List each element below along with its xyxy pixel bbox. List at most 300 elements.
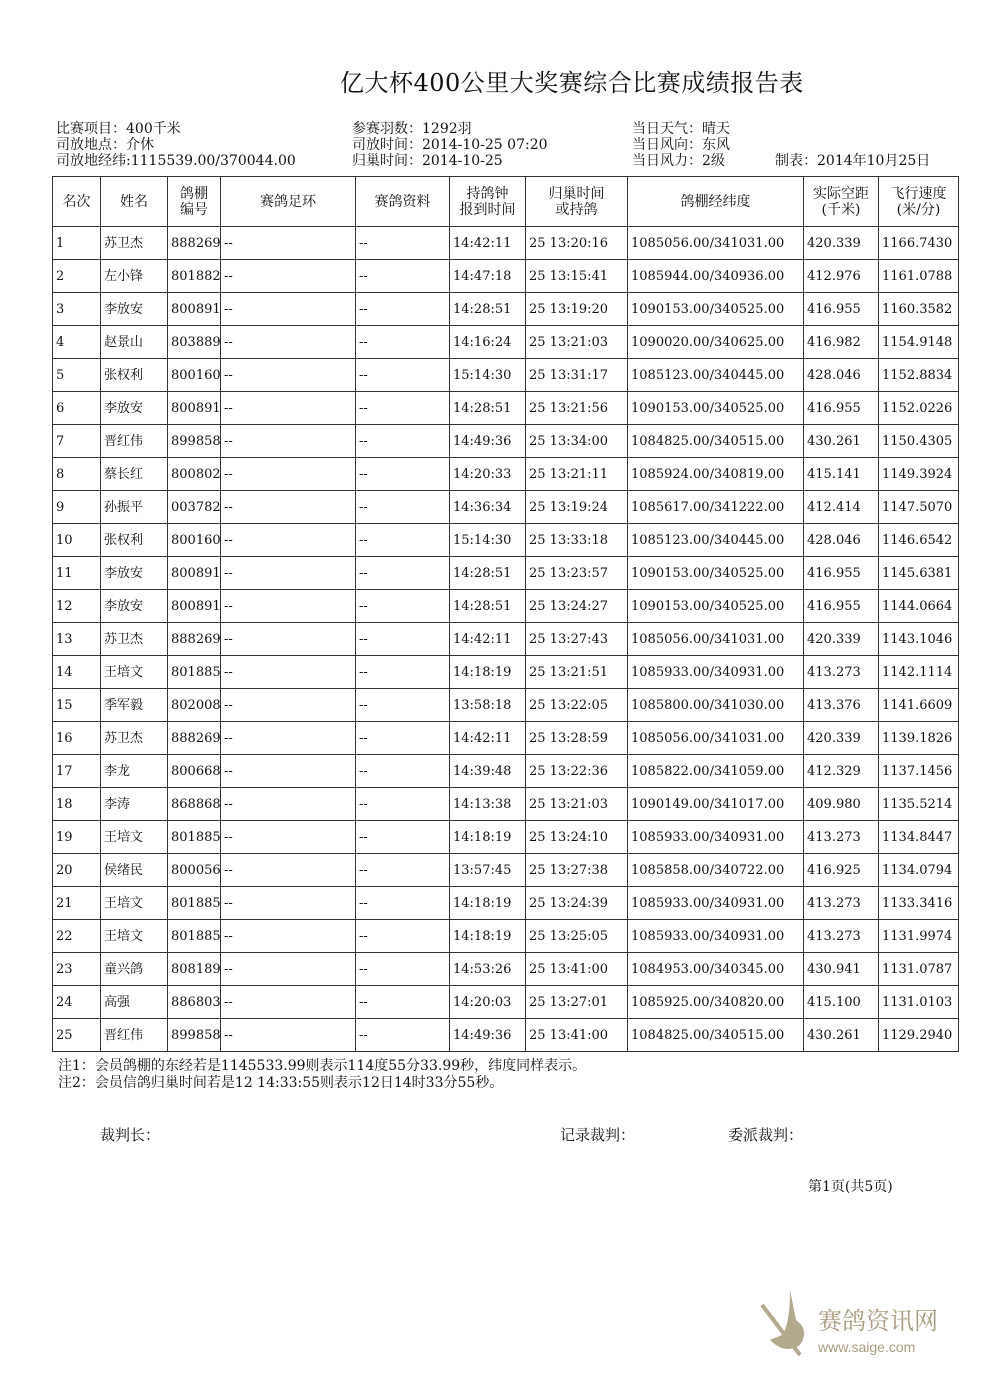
cell-distance: 430.261 — [804, 425, 879, 458]
cell-loft-coords: 1085056.00/341031.00 — [628, 227, 804, 260]
recorder-judge-label: 记录裁判： — [560, 1126, 636, 1144]
cell-info: -- — [356, 359, 450, 392]
cell-rank: 8 — [53, 458, 101, 491]
delegate-judge-label: 委派裁判： — [728, 1126, 804, 1144]
cell-loft-id: 800891 — [168, 590, 221, 623]
cell-ring: -- — [221, 524, 356, 557]
cell-distance: 409.980 — [804, 788, 879, 821]
cell-loft-id: 800668 — [168, 755, 221, 788]
cell-clock-time: 14:42:11 — [450, 623, 526, 656]
cell-ring: -- — [221, 392, 356, 425]
cell-name: 侯绪民 — [101, 854, 168, 887]
cell-name: 李放安 — [101, 293, 168, 326]
watermark-logo — [760, 1285, 970, 1365]
cell-arrival-time: 25 13:20:16 — [526, 227, 628, 260]
cell-loft-coords: 1085933.00/340931.00 — [628, 656, 804, 689]
table-row — [53, 260, 959, 293]
table-row — [53, 590, 959, 623]
cell-speed: 1147.5070 — [879, 491, 959, 524]
cell-speed: 1145.6381 — [879, 557, 959, 590]
cell-info: -- — [356, 920, 450, 953]
cell-name: 王培文 — [101, 887, 168, 920]
column-header: 赛鸽足环 — [221, 177, 356, 227]
cell-arrival-time: 25 13:21:51 — [526, 656, 628, 689]
cell-clock-time: 14:28:51 — [450, 293, 526, 326]
cell-loft-id: 801885 — [168, 821, 221, 854]
cell-rank: 12 — [53, 590, 101, 623]
cell-rank: 9 — [53, 491, 101, 524]
cell-rank: 25 — [53, 1019, 101, 1052]
cell-loft-coords: 1085822.00/341059.00 — [628, 755, 804, 788]
cell-ring: -- — [221, 953, 356, 986]
cell-loft-coords: 1085944.00/340936.00 — [628, 260, 804, 293]
cell-speed: 1154.9148 — [879, 326, 959, 359]
cell-loft-coords: 1090153.00/340525.00 — [628, 557, 804, 590]
table-row — [53, 1019, 959, 1052]
cell-arrival-time: 25 13:23:57 — [526, 557, 628, 590]
cell-name: 童兴鸽 — [101, 953, 168, 986]
cell-loft-id: 801885 — [168, 920, 221, 953]
chief-judge-label: 裁判长： — [100, 1126, 161, 1144]
cell-loft-coords: 1090020.00/340625.00 — [628, 326, 804, 359]
cell-info: -- — [356, 854, 450, 887]
cell-loft-id: 800891 — [168, 293, 221, 326]
cell-ring: -- — [221, 887, 356, 920]
cell-distance: 412.976 — [804, 260, 879, 293]
cell-loft-id: 800891 — [168, 557, 221, 590]
cell-ring: -- — [221, 260, 356, 293]
cell-clock-time: 14:36:34 — [450, 491, 526, 524]
cell-info: -- — [356, 722, 450, 755]
cell-distance: 413.273 — [804, 821, 879, 854]
cell-rank: 17 — [53, 755, 101, 788]
cell-loft-id: 803889 — [168, 326, 221, 359]
cell-info: -- — [356, 491, 450, 524]
made-date: 制表：2014年10月25日 — [775, 153, 931, 169]
cell-distance: 420.339 — [804, 722, 879, 755]
cell-name: 孙振平 — [101, 491, 168, 524]
cell-loft-coords: 1085925.00/340820.00 — [628, 986, 804, 1019]
notes — [58, 1058, 586, 1092]
cell-name: 高强 — [101, 986, 168, 1019]
cell-arrival-time: 25 13:22:05 — [526, 689, 628, 722]
cell-speed: 1141.6609 — [879, 689, 959, 722]
cell-loft-id: 886803 — [168, 986, 221, 1019]
cell-arrival-time: 25 13:34:00 — [526, 425, 628, 458]
cell-ring: -- — [221, 788, 356, 821]
cell-info: -- — [356, 326, 450, 359]
return-time: 归巢时间：2014-10-25 — [352, 153, 503, 169]
table-row — [53, 689, 959, 722]
cell-rank: 24 — [53, 986, 101, 1019]
cell-loft-id: 899858 — [168, 425, 221, 458]
cell-clock-time: 15:14:30 — [450, 359, 526, 392]
weather: 当日天气：晴天 — [632, 121, 730, 137]
watermark-url: www.saige.com — [818, 1339, 916, 1355]
cell-speed: 1134.0794 — [879, 854, 959, 887]
cell-loft-id: 888269 — [168, 227, 221, 260]
cell-rank: 3 — [53, 293, 101, 326]
cell-arrival-time: 25 13:19:24 — [526, 491, 628, 524]
cell-info: -- — [356, 788, 450, 821]
cell-loft-id: 800056 — [168, 854, 221, 887]
cell-loft-coords: 1085123.00/340445.00 — [628, 359, 804, 392]
cell-clock-time: 14:18:19 — [450, 920, 526, 953]
cell-info: -- — [356, 524, 450, 557]
cell-arrival-time: 25 13:41:00 — [526, 1019, 628, 1052]
cell-loft-id: 808189 — [168, 953, 221, 986]
cell-loft-coords: 1085924.00/340819.00 — [628, 458, 804, 491]
column-header: 鸽棚 编号 — [168, 177, 221, 227]
release-time: 司放时间：2014-10-25 07:20 — [352, 137, 548, 153]
report-title: 亿大杯400公里大奖赛综合比赛成绩报告表 — [340, 69, 804, 97]
cell-ring: -- — [221, 920, 356, 953]
cell-loft-coords: 1085858.00/340722.00 — [628, 854, 804, 887]
cell-loft-id: 801885 — [168, 887, 221, 920]
cell-speed: 1142.1114 — [879, 656, 959, 689]
cell-loft-id: 888269 — [168, 623, 221, 656]
table-row — [53, 887, 959, 920]
table-row — [53, 821, 959, 854]
cell-ring: -- — [221, 656, 356, 689]
cell-clock-time: 14:49:36 — [450, 1019, 526, 1052]
table-row — [53, 524, 959, 557]
cell-info: -- — [356, 821, 450, 854]
cell-info: -- — [356, 689, 450, 722]
cell-name: 赵景山 — [101, 326, 168, 359]
cell-ring: -- — [221, 227, 356, 260]
table-row — [53, 326, 959, 359]
cell-info: -- — [356, 953, 450, 986]
cell-clock-time: 14:20:33 — [450, 458, 526, 491]
cell-rank: 23 — [53, 953, 101, 986]
cell-rank: 22 — [53, 920, 101, 953]
cell-name: 李放安 — [101, 557, 168, 590]
cell-clock-time: 14:20:03 — [450, 986, 526, 1019]
cell-info: -- — [356, 1019, 450, 1052]
cell-speed: 1134.8447 — [879, 821, 959, 854]
cell-loft-coords: 1090153.00/340525.00 — [628, 590, 804, 623]
cell-name: 王培文 — [101, 656, 168, 689]
table-row — [53, 788, 959, 821]
cell-loft-coords: 1085617.00/341222.00 — [628, 491, 804, 524]
cell-speed: 1135.5214 — [879, 788, 959, 821]
table-row — [53, 392, 959, 425]
cell-loft-coords: 1085056.00/341031.00 — [628, 722, 804, 755]
cell-ring: -- — [221, 821, 356, 854]
cell-clock-time: 13:58:18 — [450, 689, 526, 722]
cell-speed: 1152.0226 — [879, 392, 959, 425]
cell-rank: 16 — [53, 722, 101, 755]
cell-arrival-time: 25 13:25:05 — [526, 920, 628, 953]
cell-ring: -- — [221, 491, 356, 524]
table-row — [53, 491, 959, 524]
cell-distance: 412.329 — [804, 755, 879, 788]
meta-col-1 — [56, 121, 296, 169]
cell-clock-time: 14:28:51 — [450, 392, 526, 425]
cell-loft-coords: 1085123.00/340445.00 — [628, 524, 804, 557]
cell-arrival-time: 25 13:24:39 — [526, 887, 628, 920]
column-header: 归巢时间 或持鸽 — [526, 177, 628, 227]
cell-loft-id: 899858 — [168, 1019, 221, 1052]
cell-name: 李涛 — [101, 788, 168, 821]
cell-loft-id: 800160 — [168, 524, 221, 557]
cell-speed: 1133.3416 — [879, 887, 959, 920]
cell-loft-coords: 1085800.00/341030.00 — [628, 689, 804, 722]
cell-arrival-time: 25 13:21:03 — [526, 326, 628, 359]
cell-clock-time: 14:39:48 — [450, 755, 526, 788]
cell-ring: -- — [221, 293, 356, 326]
cell-loft-id: 802008 — [168, 689, 221, 722]
race-item: 比赛项目：400千米 — [56, 121, 181, 137]
cell-arrival-time: 25 13:28:59 — [526, 722, 628, 755]
cell-distance: 428.046 — [804, 359, 879, 392]
cell-name: 张权利 — [101, 359, 168, 392]
cell-speed: 1131.0787 — [879, 953, 959, 986]
cell-distance: 416.955 — [804, 590, 879, 623]
table-row — [53, 722, 959, 755]
cell-loft-id: 800160 — [168, 359, 221, 392]
cell-rank: 10 — [53, 524, 101, 557]
cell-loft-id: 801885 — [168, 656, 221, 689]
cell-speed: 1146.6542 — [879, 524, 959, 557]
cell-speed: 1150.4305 — [879, 425, 959, 458]
table-row — [53, 227, 959, 260]
pigeon-logo-icon — [760, 1285, 820, 1360]
cell-info: -- — [356, 227, 450, 260]
cell-clock-time: 14:18:19 — [450, 821, 526, 854]
entries: 参赛羽数：1292羽 — [352, 121, 472, 137]
cell-clock-time: 14:53:26 — [450, 953, 526, 986]
cell-distance: 420.339 — [804, 227, 879, 260]
cell-info: -- — [356, 392, 450, 425]
meta-col-2 — [352, 121, 548, 169]
cell-name: 李放安 — [101, 392, 168, 425]
cell-speed: 1131.0103 — [879, 986, 959, 1019]
cell-distance: 413.273 — [804, 887, 879, 920]
watermark-name: 赛鸽资讯网 — [818, 1307, 938, 1335]
cell-distance: 416.955 — [804, 557, 879, 590]
cell-loft-coords: 1085933.00/340931.00 — [628, 821, 804, 854]
cell-clock-time: 14:13:38 — [450, 788, 526, 821]
cell-rank: 5 — [53, 359, 101, 392]
cell-distance: 428.046 — [804, 524, 879, 557]
cell-rank: 6 — [53, 392, 101, 425]
cell-info: -- — [356, 986, 450, 1019]
cell-arrival-time: 25 13:21:11 — [526, 458, 628, 491]
table-row — [53, 854, 959, 887]
cell-arrival-time: 25 13:27:38 — [526, 854, 628, 887]
cell-arrival-time: 25 13:19:20 — [526, 293, 628, 326]
wind-force: 当日风力：2级 — [632, 153, 725, 169]
cell-distance: 430.941 — [804, 953, 879, 986]
cell-name: 蔡长红 — [101, 458, 168, 491]
cell-loft-coords: 1085933.00/340931.00 — [628, 887, 804, 920]
cell-ring: -- — [221, 557, 356, 590]
cell-loft-id: 003782 — [168, 491, 221, 524]
cell-loft-coords: 1085056.00/341031.00 — [628, 623, 804, 656]
cell-loft-coords: 1084825.00/340515.00 — [628, 425, 804, 458]
column-header: 持鸽钟 报到时间 — [450, 177, 526, 227]
cell-info: -- — [356, 458, 450, 491]
cell-distance: 430.261 — [804, 1019, 879, 1052]
cell-rank: 18 — [53, 788, 101, 821]
cell-name: 王培文 — [101, 920, 168, 953]
column-header: 实际空距 (千米) — [804, 177, 879, 227]
cell-arrival-time: 25 13:24:10 — [526, 821, 628, 854]
cell-speed: 1160.3582 — [879, 293, 959, 326]
cell-rank: 2 — [53, 260, 101, 293]
cell-ring: -- — [221, 986, 356, 1019]
cell-loft-id: 800802 — [168, 458, 221, 491]
cell-arrival-time: 25 13:41:00 — [526, 953, 628, 986]
table-row — [53, 623, 959, 656]
cell-clock-time: 14:16:24 — [450, 326, 526, 359]
cell-speed: 1152.8834 — [879, 359, 959, 392]
cell-clock-time: 14:47:18 — [450, 260, 526, 293]
cell-name: 苏卫杰 — [101, 722, 168, 755]
cell-ring: -- — [221, 425, 356, 458]
note-1: 注1：会员鸽棚的东经若是1145533.99则表示114度55分33.99秒，纬度同样表示。 — [58, 1058, 587, 1074]
cell-rank: 1 — [53, 227, 101, 260]
column-header: 姓名 — [101, 177, 168, 227]
cell-info: -- — [356, 656, 450, 689]
cell-distance: 416.955 — [804, 293, 879, 326]
cell-info: -- — [356, 260, 450, 293]
cell-distance: 415.100 — [804, 986, 879, 1019]
release-coords: 司放地经纬:1115539.00/370044.00 — [56, 153, 296, 169]
cell-arrival-time: 25 13:27:43 — [526, 623, 628, 656]
cell-ring: -- — [221, 590, 356, 623]
cell-speed: 1149.3924 — [879, 458, 959, 491]
cell-ring: -- — [221, 689, 356, 722]
table-row — [53, 359, 959, 392]
table-row — [53, 920, 959, 953]
cell-arrival-time: 25 13:21:56 — [526, 392, 628, 425]
cell-name: 张权利 — [101, 524, 168, 557]
cell-info: -- — [356, 425, 450, 458]
cell-name: 苏卫杰 — [101, 623, 168, 656]
table-row — [53, 425, 959, 458]
cell-speed: 1129.2940 — [879, 1019, 959, 1052]
release-location: 司放地点：介休 — [56, 137, 154, 153]
cell-info: -- — [356, 755, 450, 788]
cell-name: 王培文 — [101, 821, 168, 854]
cell-ring: -- — [221, 854, 356, 887]
cell-distance: 415.141 — [804, 458, 879, 491]
cell-rank: 21 — [53, 887, 101, 920]
cell-distance: 416.955 — [804, 392, 879, 425]
page-number: 第1页(共5页) — [808, 1179, 893, 1195]
cell-speed: 1139.1826 — [879, 722, 959, 755]
results-table — [52, 176, 959, 1052]
cell-ring: -- — [221, 623, 356, 656]
cell-loft-coords: 1085933.00/340931.00 — [628, 920, 804, 953]
cell-loft-id: 888269 — [168, 722, 221, 755]
cell-name: 晋红伟 — [101, 425, 168, 458]
cell-loft-coords: 1090153.00/340525.00 — [628, 392, 804, 425]
cell-info: -- — [356, 293, 450, 326]
cell-distance: 413.273 — [804, 920, 879, 953]
cell-distance: 416.925 — [804, 854, 879, 887]
cell-arrival-time: 25 13:15:41 — [526, 260, 628, 293]
cell-name: 李龙 — [101, 755, 168, 788]
cell-loft-id: 800891 — [168, 392, 221, 425]
cell-distance: 420.339 — [804, 623, 879, 656]
meta-col-3 — [632, 121, 730, 169]
table-row — [53, 557, 959, 590]
table-row — [53, 986, 959, 1019]
table-row — [53, 755, 959, 788]
cell-info: -- — [356, 887, 450, 920]
cell-distance: 412.414 — [804, 491, 879, 524]
cell-ring: -- — [221, 458, 356, 491]
cell-clock-time: 14:49:36 — [450, 425, 526, 458]
cell-clock-time: 14:18:19 — [450, 656, 526, 689]
cell-ring: -- — [221, 755, 356, 788]
cell-speed: 1143.1046 — [879, 623, 959, 656]
table-row — [53, 953, 959, 986]
wind-direction: 当日风向：东风 — [632, 137, 730, 153]
cell-rank: 14 — [53, 656, 101, 689]
cell-clock-time: 14:28:51 — [450, 557, 526, 590]
cell-arrival-time: 25 13:33:18 — [526, 524, 628, 557]
table-row — [53, 458, 959, 491]
cell-clock-time: 15:14:30 — [450, 524, 526, 557]
cell-loft-coords: 1084953.00/340345.00 — [628, 953, 804, 986]
cell-distance: 416.982 — [804, 326, 879, 359]
cell-loft-id: 868868 — [168, 788, 221, 821]
cell-rank: 11 — [53, 557, 101, 590]
cell-distance: 413.273 — [804, 656, 879, 689]
cell-name: 季军毅 — [101, 689, 168, 722]
cell-clock-time: 14:42:11 — [450, 722, 526, 755]
cell-arrival-time: 25 13:24:27 — [526, 590, 628, 623]
cell-clock-time: 13:57:45 — [450, 854, 526, 887]
cell-loft-coords: 1090149.00/341017.00 — [628, 788, 804, 821]
cell-loft-coords: 1084825.00/340515.00 — [628, 1019, 804, 1052]
cell-ring: -- — [221, 1019, 356, 1052]
column-header: 鸽棚经纬度 — [628, 177, 804, 227]
cell-arrival-time: 25 13:31:17 — [526, 359, 628, 392]
cell-speed: 1137.1456 — [879, 755, 959, 788]
cell-distance: 413.376 — [804, 689, 879, 722]
cell-speed: 1131.9974 — [879, 920, 959, 953]
cell-rank: 20 — [53, 854, 101, 887]
table-row — [53, 656, 959, 689]
cell-speed: 1166.7430 — [879, 227, 959, 260]
header-row — [53, 177, 959, 227]
cell-rank: 4 — [53, 326, 101, 359]
cell-loft-id: 801882 — [168, 260, 221, 293]
cell-name: 左小锋 — [101, 260, 168, 293]
column-header: 飞行速度 (米/分) — [879, 177, 959, 227]
cell-rank: 15 — [53, 689, 101, 722]
cell-name: 晋红伟 — [101, 1019, 168, 1052]
cell-info: -- — [356, 623, 450, 656]
column-header: 名次 — [53, 177, 101, 227]
cell-info: -- — [356, 590, 450, 623]
table-row — [53, 293, 959, 326]
cell-clock-time: 14:42:11 — [450, 227, 526, 260]
note-2: 注2：会员信鸽归巢时间若是12 14:33:55则表示12日14时33分55秒。 — [58, 1075, 504, 1091]
cell-arrival-time: 25 13:21:03 — [526, 788, 628, 821]
cell-info: -- — [356, 557, 450, 590]
cell-arrival-time: 25 13:27:01 — [526, 986, 628, 1019]
cell-arrival-time: 25 13:22:36 — [526, 755, 628, 788]
cell-clock-time: 14:28:51 — [450, 590, 526, 623]
cell-loft-coords: 1090153.00/340525.00 — [628, 293, 804, 326]
